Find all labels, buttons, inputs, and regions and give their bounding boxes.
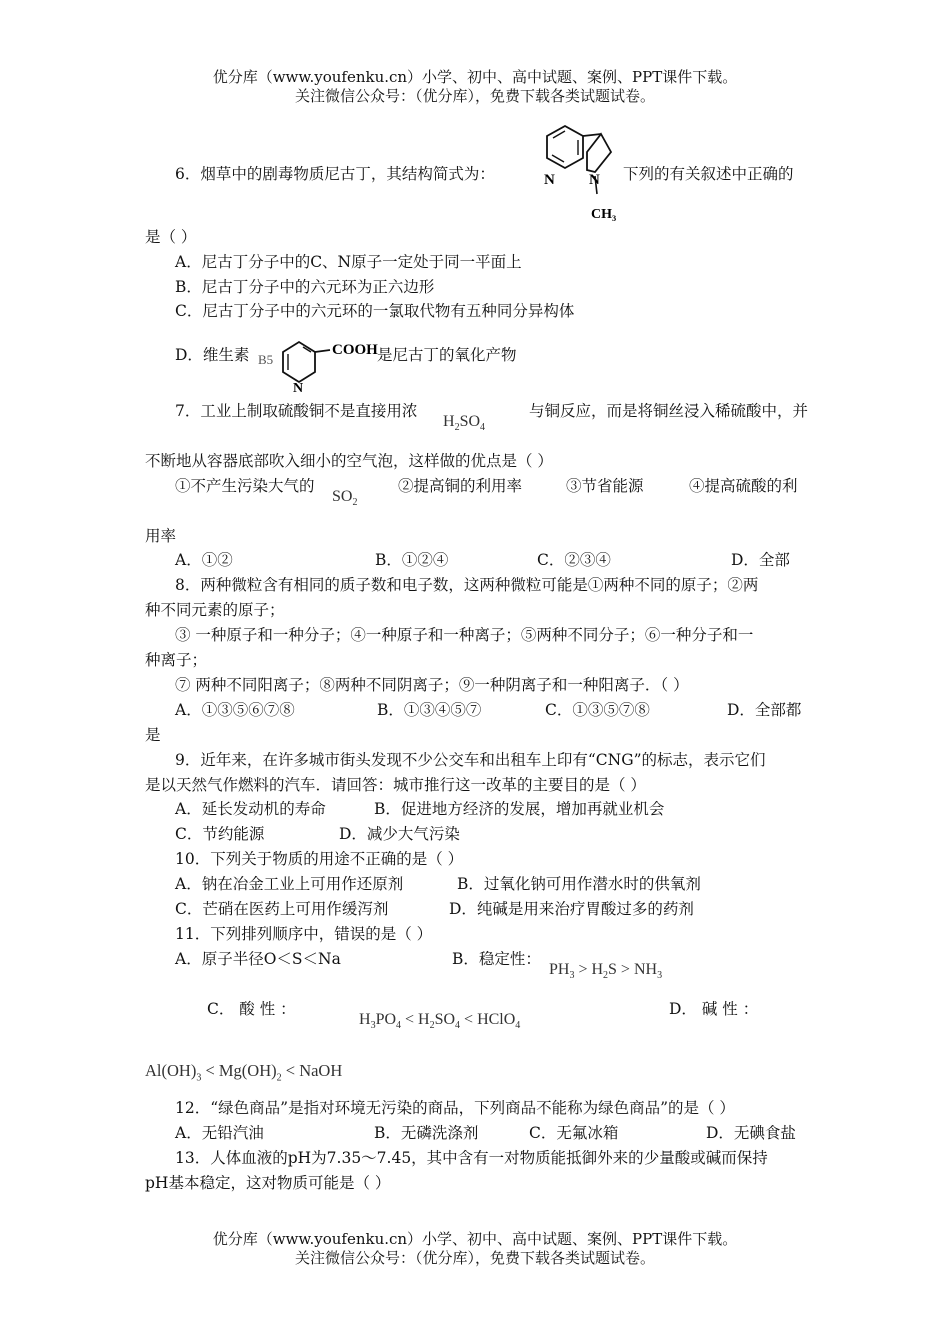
q7-line-4: 用率: [145, 527, 177, 545]
q7-item-4: ④提高硫酸的利: [689, 477, 798, 495]
nicotine-structure: [525, 124, 625, 224]
q8-line-2: 种不同元素的原子；: [145, 601, 285, 619]
q11-option-b: B．稳定性：: [452, 950, 541, 968]
nicotinic-acid-structure: [275, 330, 380, 392]
q8-option-c: C．①③⑤⑦⑧: [545, 701, 650, 719]
q6-option-c: C．尼古丁分子中的六元环的一氯取代物有五种同分异构体: [175, 302, 575, 320]
q6-option-d-prefix: D．维生素: [175, 346, 250, 364]
q6-option-a: A．尼古丁分子中的C、N原子一定处于同一平面上: [175, 253, 522, 271]
q8-line-5: ⑦ 两种不同阳离子；⑧两种不同阴离子；⑨一种阴离子和一种阳离子．（ ）: [175, 676, 689, 694]
q6-stem-a: 6．烟草中的剧毒物质尼古丁，其结构简式为：: [175, 165, 495, 183]
q7-line-1b: 与铜反应，而是将铜丝浸入稀硫酸中，并: [529, 402, 809, 420]
q11-d-formula: $Al(OH)_3 < Mg(OH)_2$ < NaOH: [145, 1061, 343, 1084]
q12-option-a: A．无铅汽油: [175, 1124, 264, 1142]
q6-option-b: B．尼古丁分子中的六元环为正六边形: [175, 278, 435, 296]
q12-option-d: D．无碘食盐: [706, 1124, 796, 1142]
nicotine-n-pyridine: N: [544, 172, 555, 188]
q11-c-formula: $H_3PO_4 < H_2SO_4$ < HClO$_4$: [359, 1011, 521, 1032]
q9-option-d: D．减少大气污染: [339, 825, 460, 843]
nicotine-n-pyrrolidine: N: [589, 172, 600, 188]
q10-option-d: D．纯碱是用来治疗胃酸过多的药剂: [449, 900, 694, 918]
q6-stem-c: 是（ ）: [145, 228, 197, 246]
q8-option-d: D．全部都: [727, 701, 802, 719]
q10-stem: 10．下列关于物质的用途不正确的是（ ）: [175, 850, 464, 868]
h2so4-formula: $H_2SO_4$: [443, 413, 486, 434]
so2-formula: $SO_2$: [332, 488, 358, 509]
q9-line-2: 是以天然气作燃料的汽车．请回答：城市推行这一改革的主要目的是（ ）: [145, 776, 646, 794]
nicotinic-acid-n: N: [293, 381, 304, 392]
q11-stem: 11．下列排列顺序中，错误的是（ ）: [175, 925, 433, 943]
q7-line-2: 不断地从容器底部吹入细小的空气泡，这样做的优点是（ ）: [145, 452, 553, 470]
q12-option-b: B．无磷洗涤剂: [374, 1124, 479, 1142]
q7-item-2: ②提高铜的利用率: [398, 477, 523, 495]
q8-line-1: 8．两种微粒含有相同的质子数和电子数，这两种微粒可能是①两种不同的原子；②两: [175, 576, 759, 594]
q8-line-7: 是: [145, 726, 161, 744]
cooh-group: COOH: [332, 342, 378, 358]
q9-option-c: C．节约能源: [175, 825, 265, 843]
q8-option-a: A．①③⑤⑥⑦⑧: [175, 701, 295, 719]
nicotine-ch3: CH₃: [591, 207, 617, 222]
q8-option-b: B．①③④⑤⑦: [377, 701, 482, 719]
q7-line-3a: ①不产生污染大气的: [175, 477, 315, 495]
vitamin-b5-label: B5: [258, 352, 274, 367]
q13-line-2: pH基本稳定，这对物质可能是（ ）: [145, 1174, 391, 1192]
q13-line-1: 13．人体血液的pH为7.35～7.45，其中含有一对物质能抵御外来的少量酸或碱而保持: [175, 1149, 768, 1167]
q9-option-b: B．促进地方经济的发展，增加再就业机会: [374, 800, 665, 818]
q7-option-b: B．①②④: [375, 551, 449, 569]
header-line-1: 优分库（www.youfenku.cn）小学、初中、高中试题、案例、PPT课件下载。: [212, 68, 738, 86]
footer-line-1: 优分库（www.youfenku.cn）小学、初中、高中试题、案例、PPT课件下载。: [212, 1230, 738, 1248]
q8-line-3: ③ 一种原子和一种分子；④一种原子和一种离子；⑤两种不同分子；⑥一种分子和一: [175, 626, 754, 644]
q8-line-4: 种离子；: [145, 651, 208, 669]
q12-stem: 12．“绿色商品”是指对环境无污染的商品，下列商品不能称为绿色商品”的是（ ）: [175, 1099, 735, 1117]
q11-option-a: A．原子半径O＜S＜Na: [175, 950, 341, 968]
q7-option-a: A．①②: [175, 551, 233, 569]
q6-stem-b: 下列的有关叙述中正确的: [623, 165, 794, 183]
q9-option-a: A．延长发动机的寿命: [175, 800, 326, 818]
q11-option-c: C． 酸 性 ：: [207, 1000, 296, 1018]
q7-option-c: C．②③④: [537, 551, 611, 569]
q10-option-a: A．钠在冶金工业上可用作还原剂: [175, 875, 404, 893]
q7-option-d: D．全部: [731, 551, 790, 569]
q7-item-3: ③节省能源: [566, 477, 644, 495]
q7-line-1a: 7．工业上制取硫酸铜不是直接用浓: [175, 402, 418, 420]
q10-option-b: B．过氧化钠可用作潜水时的供氧剂: [457, 875, 701, 893]
q12-option-c: C．无氟冰箱: [529, 1124, 619, 1142]
q10-option-c: C．芒硝在医药上可用作缓泻剂: [175, 900, 389, 918]
header-line-2: 关注微信公众号：（优分库），免费下载各类试题试卷。: [294, 87, 655, 105]
q9-line-1: 9．近年来，在许多城市街头发现不少公交车和出租车上印有“CNG”的标志，表示它们: [175, 751, 766, 769]
q6-option-d-suffix: 是尼古丁的氧化产物: [377, 346, 517, 364]
footer-line-2: 关注微信公众号：（优分库），免费下载各类试题试卷。: [294, 1249, 655, 1267]
q11-b-formula: $PH_3 > H_2S > NH_3$: [549, 961, 663, 982]
q11-option-d: D． 碱 性 ：: [669, 1000, 759, 1018]
